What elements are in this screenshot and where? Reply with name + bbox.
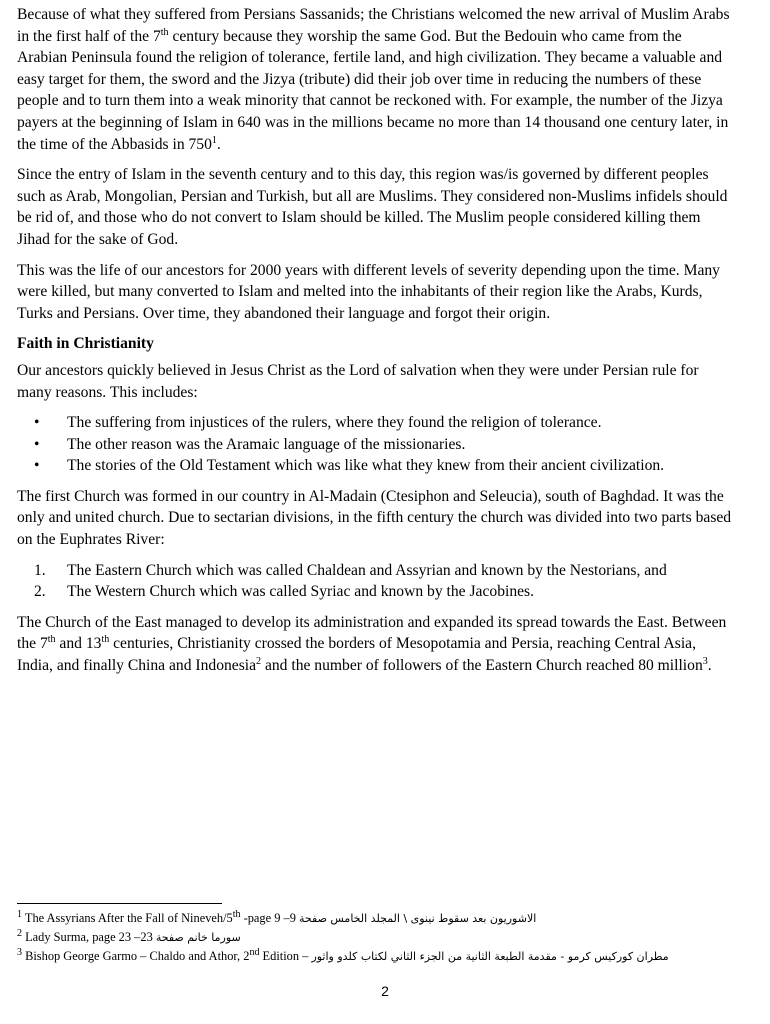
text-run: This was the life of our ancestors for 2000 years with different levels of severity depending upon the time. Many were killed, but many converted to Islam and melted into the inhabitants of their region like the Arabs, Kurds, Turks and Persians. Over time, they abandoned their language and forgot their origin. xyxy=(17,261,720,322)
bullet-icon: • xyxy=(34,435,40,453)
list-item: • The stories of the Old Testament which was like what they knew from their ancient civilization. xyxy=(17,455,733,477)
list-item: • The other reason was the Aramaic language of the missionaries. xyxy=(17,434,733,456)
arabic-text: سورما خانم صفحة xyxy=(155,931,241,944)
text-run: Because of what they suffered from Persians Sassanids; the Christians welcomed the new arrival of Muslim Arabs in the first half of the 7 xyxy=(17,6,730,45)
text-run: century because they worship the same God. But the Bedouin who came from the Arabian Peninsula found the religion of tolerance, fertile land, and high civilization. They became a valuable and easy target for them, the sword and the Jizya (tribute) did their job over time in reducing the numbers of these people and to turn them into a weak minority that cannot be reckoned with. For example, the number of the Jizya payers at the beginning of Islam in 640 was in the millions became no more than 14 thousand one century later, in the time of the Abbasids in 750 xyxy=(17,27,729,153)
text-run: and 13 xyxy=(55,635,102,653)
footnote-2: $^2$ Lady Surma, page 23 –23 سورما خانم صفحة xyxy=(17,927,241,944)
paragraph-intro: Our ancestors quickly believed in Jesus Christ as the Lord of salvation when they were under Persian rule for many reasons. This includes: xyxy=(17,361,699,401)
list-item: 1. The Eastern Church which was called Chaldean and Assyrian and known by the Nestorians, and xyxy=(17,560,733,582)
paragraph-first-church: The first Church was formed in our country in Al-Madain (Ctesiphon and Seleucia), south of Baghdad. It was the only and united church. Due to sectarian divisions, in the fifth century the church was divided into two parts based on the Euphrates River: xyxy=(17,487,732,549)
church-division-list xyxy=(17,560,733,603)
footnote-ref[interactable]: 1 xyxy=(211,134,217,146)
bullet-icon: • xyxy=(34,414,40,432)
arabic-text: الاشوريون بعد سقوط نينوى \ المجلد الخامس صفحة xyxy=(299,912,537,925)
text-run: and the number of followers of the Eastern Church reached 80 million xyxy=(261,657,703,675)
paragraph-ancestors-life xyxy=(17,260,733,325)
reasons-list xyxy=(17,412,733,477)
list-number: 2. xyxy=(34,583,46,601)
page-number: 2 xyxy=(381,983,389,999)
text-run: Since the entry of Islam in the seventh century and to this day, this region was/is governed by different peoples such as Arab, Mongolian, Persian and Turkish, but all are Muslims. They considered non-Muslims infidels should be rid of, and those who do not convert to Islam should be killed. The Muslim people considered killing them Jihad for the sake of God. xyxy=(17,166,728,248)
footnote-ref[interactable]: 2 xyxy=(256,655,262,667)
list-item: 2. The Western Church which was called Syriac and known by the Jacobines. xyxy=(17,581,733,603)
superscript: th xyxy=(160,26,169,38)
section-heading: Faith in Christianity xyxy=(17,335,154,353)
text-run: . xyxy=(216,135,221,153)
text-run: The Church of the East managed to develop its administration and expanded its spread towards the East. Between the 7 xyxy=(17,613,727,653)
superscript: th xyxy=(101,634,110,646)
body-text xyxy=(17,4,733,686)
footnote-divider xyxy=(17,903,222,904)
list-item: • The suffering from injustices of the rulers, where they found the religion of tolerance. xyxy=(17,412,733,434)
superscript: th xyxy=(47,634,56,646)
paragraph-muslim-arabs xyxy=(17,4,733,155)
text-run: centuries, Christianity crossed the borders of Mesopotamia and Persia, reaching Central Asia, India, and finally China and Indonesia xyxy=(17,635,696,675)
paragraph-islam-entry xyxy=(17,164,733,250)
list-number: 1. xyxy=(34,561,46,579)
arabic-text: مطران كوركيس كرمو - مقدمة الطبعة الثانية من الجزء الثاني لكتاب كلدو واثور xyxy=(311,950,669,963)
paragraph-church-of-east xyxy=(17,612,733,677)
bullet-icon: • xyxy=(34,457,40,475)
footnote-1: $^1$ The Assyrians After the Fall of Nineveh/5th -page 9 –9 الاشوريون بعد سقوط نينوى \ المجلد الخامس صفحة xyxy=(17,908,537,925)
footnote-ref[interactable]: 3 xyxy=(702,655,708,667)
text-run: . xyxy=(707,657,712,675)
footnotes xyxy=(17,909,737,966)
footnote-3: $^3$ Bishop George Garmo – Chaldo and Athor, 2nd Edition – مطران كوركيس كرمو - مقدمة الطبعة الثانية من الجزء الثاني لكتاب كلدو واثور xyxy=(17,946,669,963)
